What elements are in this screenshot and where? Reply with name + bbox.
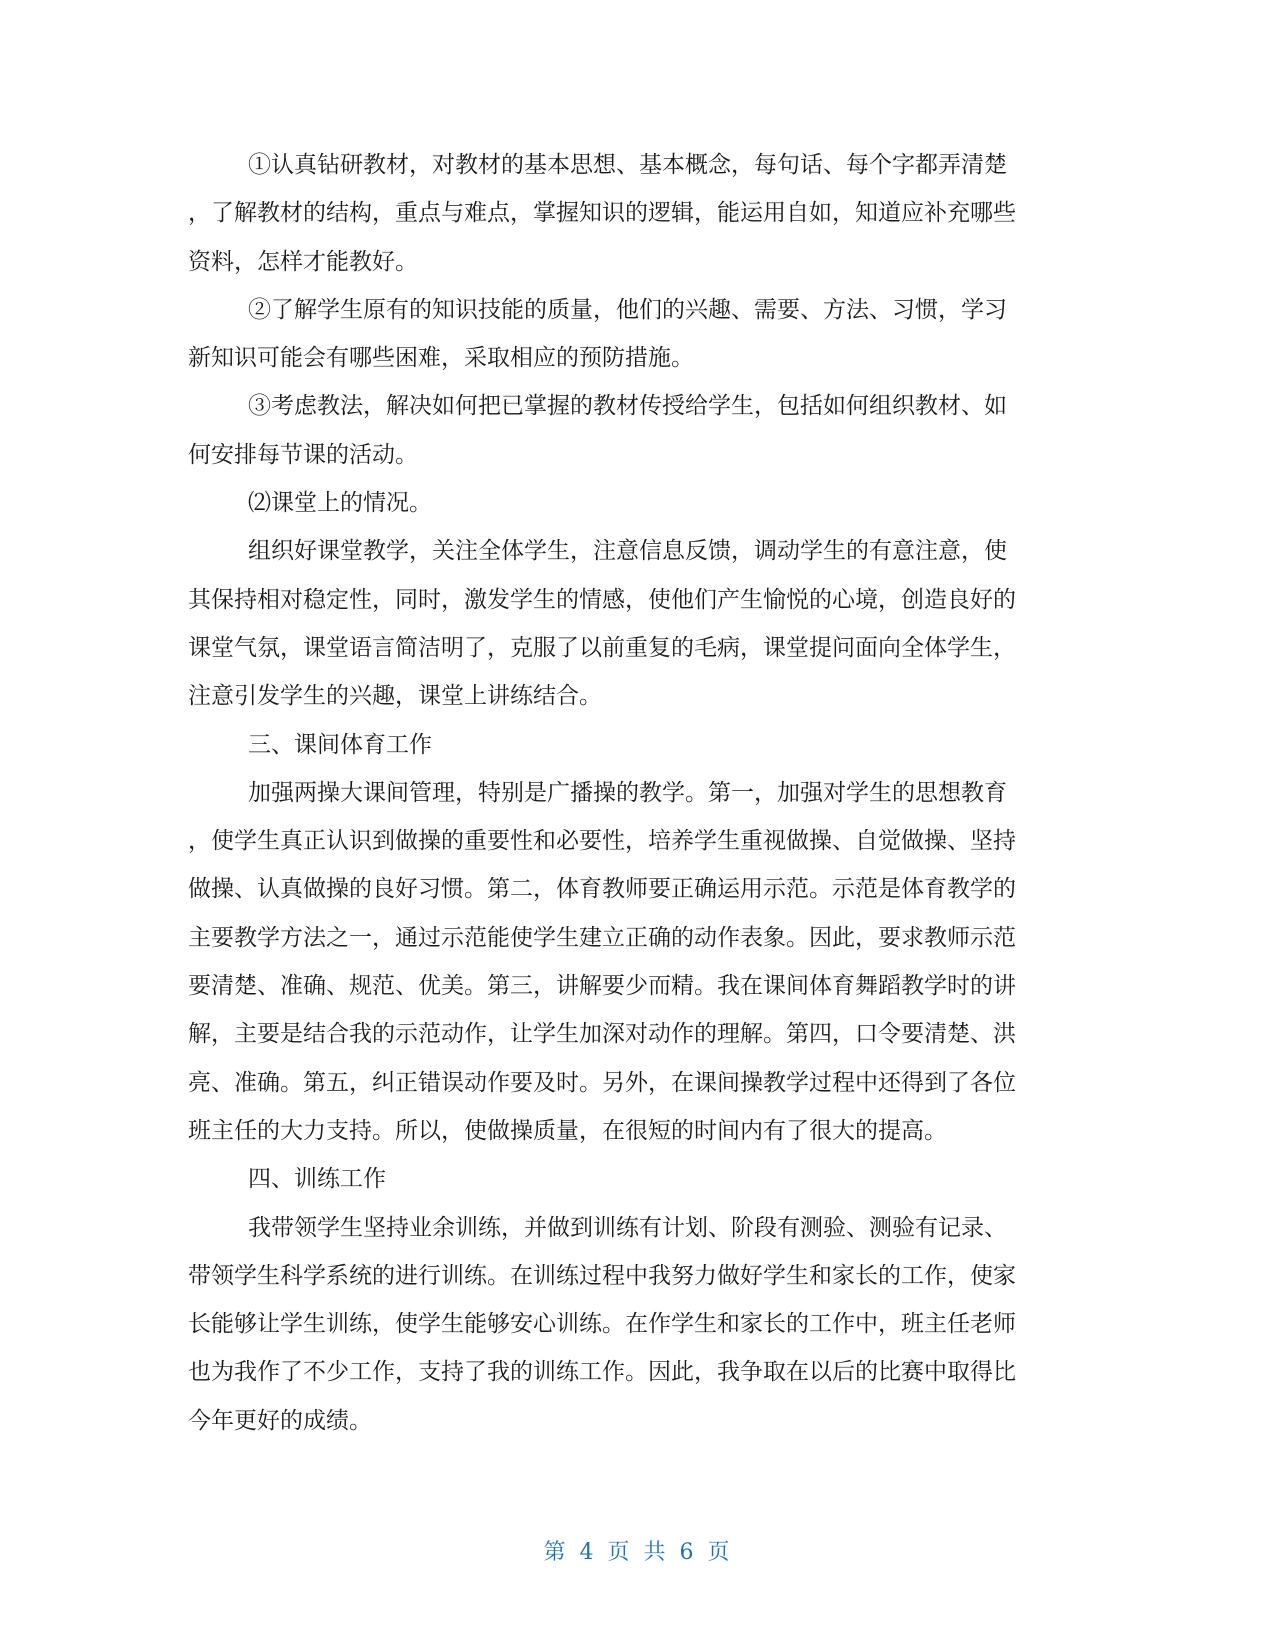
paragraph-line: 组织好课堂教学，关注全体学生，注意信息反馈，调动学生的有意注意，使 xyxy=(248,538,1007,565)
paragraph-line: 主要教学方法之一，通过示范能使学生建立正确的动作表象。因此，要求教师示范 xyxy=(188,924,1016,951)
paragraph-line: 资料，怎样才能教好。 xyxy=(188,248,418,275)
paragraph-line: 今年更好的成绩。 xyxy=(188,1407,372,1434)
paragraph-line: 加强两操大课间管理，特别是广播操的教学。第一，加强对学生的思想教育 xyxy=(248,779,1007,806)
paragraph-line: 长能够让学生训练，使学生能够安心训练。在作学生和家长的工作中，班主任老师 xyxy=(188,1311,1016,1338)
page-label: 页 xyxy=(707,1540,732,1565)
paragraph-line: 何安排每节课的活动。 xyxy=(188,441,418,468)
paragraph-line: ①认真钻研教材，对教材的基本思想、基本概念，每句话、每个字都弄清楚 xyxy=(248,152,1007,178)
paragraph-line: 带领学生科学系统的进行训练。在训练过程中我努力做好学生和家长的工作，使家 xyxy=(188,1262,1016,1289)
paragraph-line: ②了解学生原有的知识技能的质量，他们的兴趣、需要、方法、习惯，学习 xyxy=(248,296,1007,323)
page-label: 共 xyxy=(643,1540,668,1565)
paragraph-line: 班主任的大力支持。所以，使做操质量，在很短的时间内有了很大的提高。 xyxy=(188,1117,947,1144)
paragraph-line: ，使学生真正认识到做操的重要性和必要性，培养学生重视做操、自觉做操、坚持 xyxy=(188,828,1016,855)
paragraph-line: 新知识可能会有哪些困难，采取相应的预防措施。 xyxy=(188,345,694,372)
paragraph-line: ③考虑教法，解决如何把已掌握的教材传授给学生，包括如何组织教材、如 xyxy=(248,393,1007,420)
paragraph-line: 注意引发学生的兴趣，课堂上讲练结合。 xyxy=(188,683,602,710)
paragraph-line: 解，主要是结合我的示范动作，让学生加深对动作的理解。第四，口令要清楚、洪 xyxy=(188,1021,1016,1048)
paragraph-line: 也为我作了不少工作，支持了我的训练工作。因此，我争取在以后的比赛中取得比 xyxy=(188,1359,1016,1386)
paragraph-line: 亮、准确。第五，纠正错误动作要及时。另外，在课间操教学过程中还得到了各位 xyxy=(188,1069,1016,1096)
paragraph-line: ，了解教材的结构，重点与难点，掌握知识的逻辑，能运用自如，知道应补充哪些 xyxy=(188,200,1016,227)
subheading-line: ⑵课堂上的情况。 xyxy=(248,490,432,517)
section-heading: 三、课间体育工作 xyxy=(248,731,432,758)
paragraph-line: 要清楚、准确、规范、优美。第三，讲解要少而精。我在课间体育舞蹈教学时的讲 xyxy=(188,973,1016,1000)
page-footer xyxy=(0,1535,1275,1566)
paragraph-line: 其保持相对稳定性，同时，激发学生的情感，使他们产生愉悦的心境，创造良好的 xyxy=(188,586,1016,613)
current-page-number: 4 xyxy=(579,1540,596,1565)
paragraph-line: 做操、认真做操的良好习惯。第二，体育教师要正确运用示范。示范是体育教学的 xyxy=(188,876,1016,903)
page-label: 第 xyxy=(543,1540,568,1565)
body-text xyxy=(188,141,1088,1445)
page-label: 页 xyxy=(607,1540,632,1565)
section-heading: 四、训练工作 xyxy=(248,1166,386,1193)
paragraph-line: 我带领学生坚持业余训练，并做到训练有计划、阶段有测验、测验有记录、 xyxy=(248,1214,1007,1241)
total-pages-number: 6 xyxy=(679,1540,696,1565)
paragraph-line: 课堂气氛，课堂语言简洁明了，克服了以前重复的毛病，课堂提问面向全体学生， xyxy=(188,634,1016,661)
